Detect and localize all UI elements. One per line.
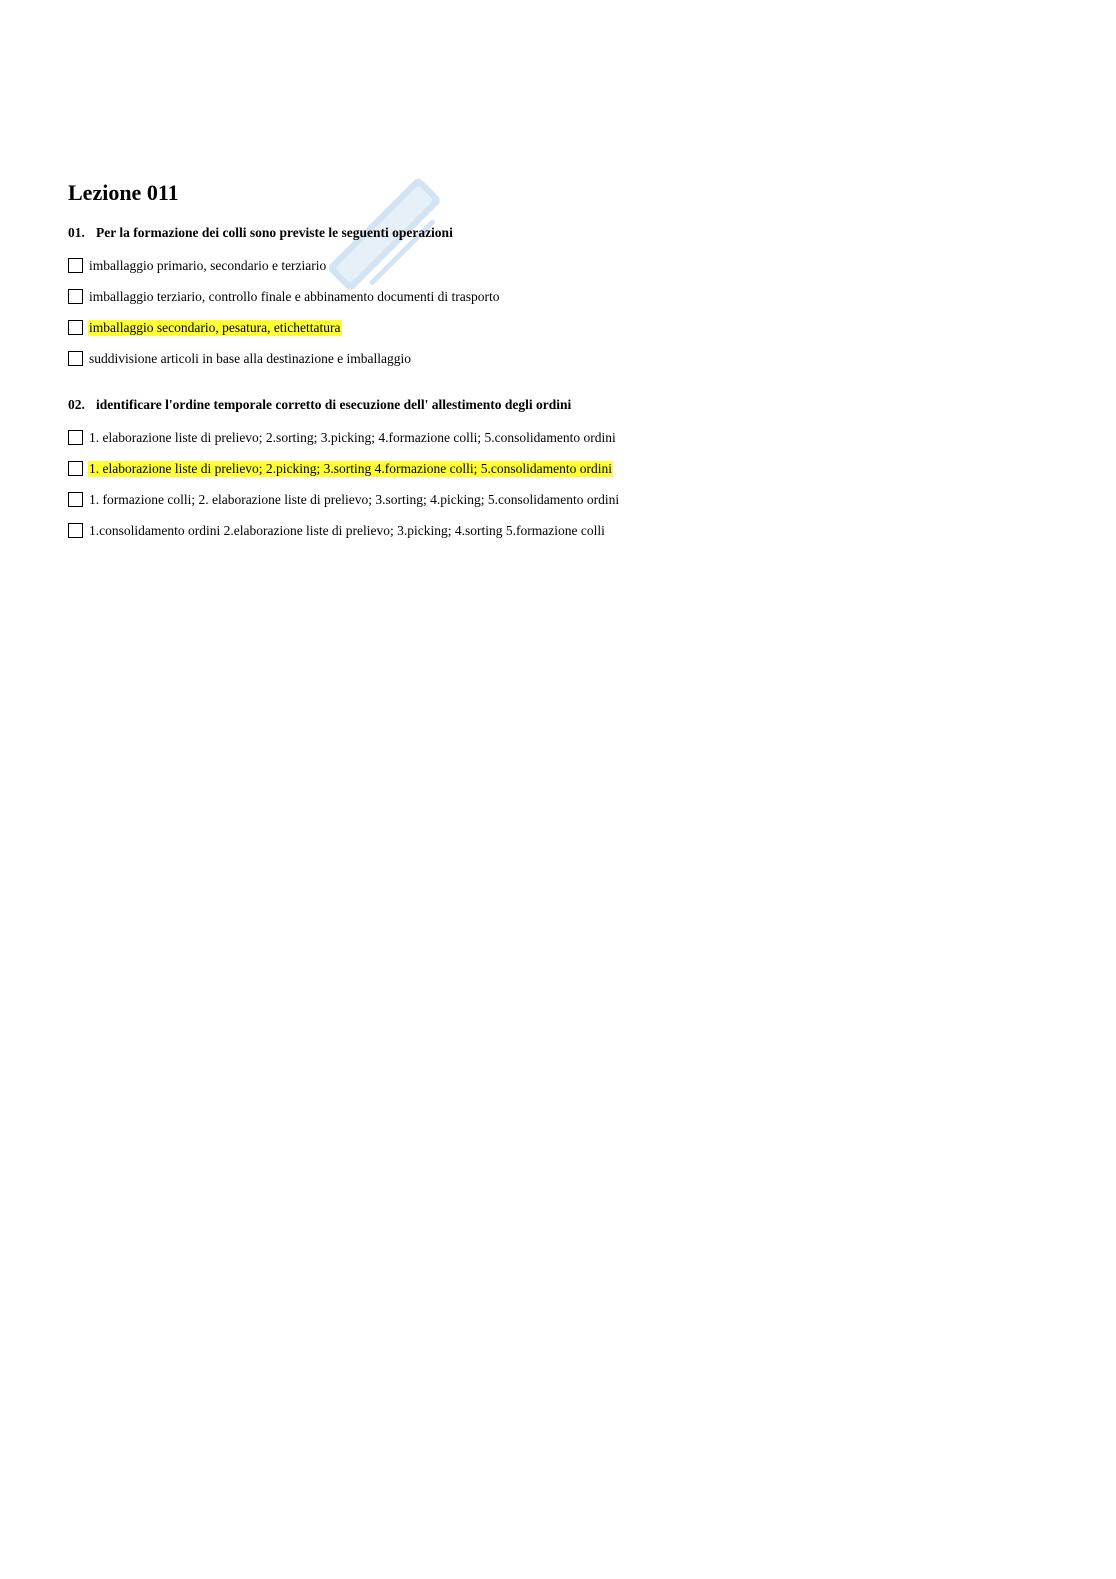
- answer-option[interactable]: [68, 343, 1068, 374]
- answer-text: imballaggio terziario, controllo finale e abbinamento documenti di trasporto: [89, 288, 500, 304]
- checkbox[interactable]: [68, 289, 83, 304]
- question-2: [68, 396, 1068, 546]
- lesson-title: Lezione 011: [68, 180, 179, 205]
- answer-option[interactable]: [68, 453, 1068, 484]
- answer-text: 1. elaborazione liste di prelievo; 2.sorting; 3.picking; 4.formazione colli; 5.consolidamento ordini: [89, 429, 616, 445]
- answer-option[interactable]: [68, 515, 1068, 546]
- checkbox[interactable]: [68, 492, 83, 507]
- answer-option[interactable]: [68, 281, 1068, 312]
- answer-option[interactable]: [68, 422, 1068, 453]
- answer-option[interactable]: [68, 484, 1068, 515]
- answer-text: 1. elaborazione liste di prelievo; 2.picking; 3.sorting 4.formazione colli; 5.consolidamento ordini: [89, 460, 612, 476]
- question-label: Per la formazione dei colli sono previste le seguenti operazioni: [96, 225, 453, 240]
- answer-option[interactable]: [68, 312, 1068, 343]
- answer-text: 1. formazione colli; 2. elaborazione liste di prelievo; 3.sorting; 4.picking; 5.consolidamento ordini: [89, 491, 620, 507]
- question-text: [68, 224, 1068, 242]
- answer-text: 1.consolidamento ordini 2.elaborazione liste di prelievo; 3.picking; 4.sorting 5.formazione colli: [89, 522, 605, 538]
- checkbox[interactable]: [68, 461, 83, 476]
- checkbox[interactable]: [68, 430, 83, 445]
- answer-text: imballaggio secondario, pesatura, etichettatura: [89, 319, 341, 335]
- checkbox[interactable]: [68, 351, 83, 366]
- question-number: 02.: [68, 397, 85, 412]
- document-body: [68, 176, 1068, 546]
- question-label: identificare l'ordine temporale corretto di esecuzione dell' allestimento degli ordini: [96, 397, 572, 412]
- answer-text: imballaggio primario, secondario e terziario: [89, 257, 327, 273]
- question-number: 01.: [68, 225, 85, 240]
- checkbox[interactable]: [68, 320, 83, 335]
- question-1: [68, 224, 1068, 374]
- answer-text: suddivisione articoli in base alla destinazione e imballaggio: [89, 350, 412, 366]
- question-text: [68, 396, 1068, 414]
- answer-option[interactable]: [68, 250, 1068, 281]
- checkbox[interactable]: [68, 523, 83, 538]
- checkbox[interactable]: [68, 258, 83, 273]
